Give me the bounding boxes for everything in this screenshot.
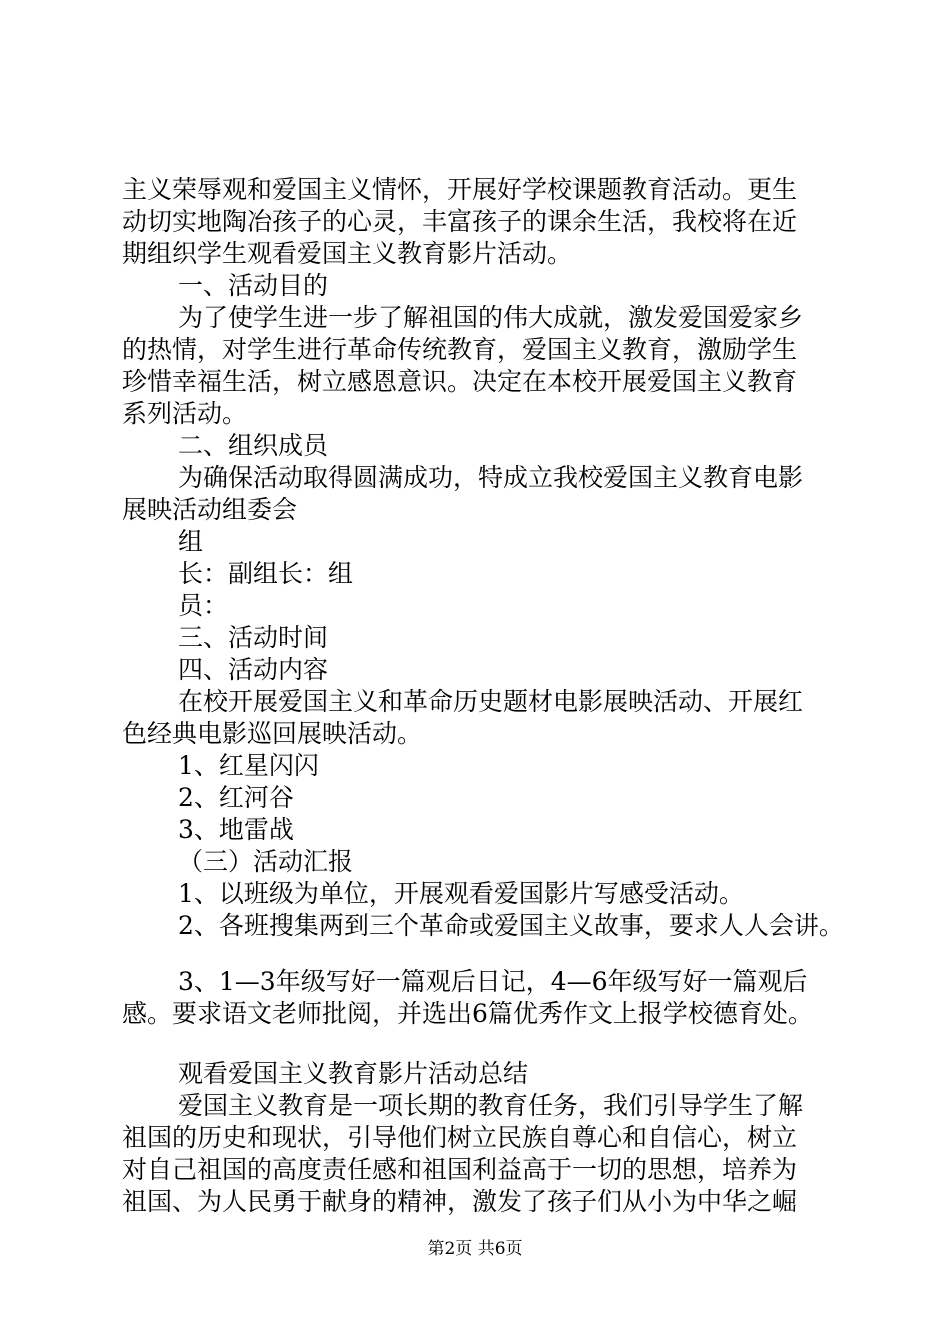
section-title: 观看爱国主义教育影片活动总结	[178, 1059, 529, 1088]
section-heading: 四、活动内容	[178, 655, 329, 684]
list-item: 1、红星闪闪	[178, 751, 319, 780]
body-text-line: 的热情，对学生进行革命传统教育，爱国主义教育，激励学生	[122, 335, 798, 364]
body-text-line: 爱国主义教育是一项长期的教育任务，我们引导学生了解	[178, 1091, 804, 1120]
list-item: 3、1—3年级写好一篇观后日记，4—6年级写好一篇观后	[178, 967, 808, 996]
body-text-line: 期组织学生观看爱国主义教育影片活动。	[122, 239, 573, 268]
body-text-line: 祖国的历史和现状，引导他们树立民族自尊心和自信心，树立	[122, 1123, 798, 1152]
list-item: 2、红河谷	[178, 783, 294, 812]
list-item: 3、地雷战	[178, 815, 294, 844]
section-heading: 三、活动时间	[178, 623, 329, 652]
body-text-line: 长：副组长：组	[178, 559, 354, 588]
body-text-line: 祖国、为人民勇于献身的精神，激发了孩子们从小为中华之崛	[122, 1187, 798, 1216]
body-text-line: 主义荣辱观和爱国主义情怀，开展好学校课题教育活动。更生	[122, 175, 798, 204]
body-text-line: 动切实地陶冶孩子的心灵，丰富孩子的课余生活，我校将在近	[122, 207, 798, 236]
list-item: 2、各班搜集两到三个革命或爱国主义故事，要求人人会讲。	[178, 911, 844, 940]
body-text-line: 在校开展爱国主义和革命历史题材电影展映活动、开展红	[178, 687, 804, 716]
section-heading: （三）活动汇报	[178, 847, 354, 876]
body-text-line: 为了使学生进一步了解祖国的伟大成就，激发爱国爱家乡	[178, 303, 804, 332]
body-text-line: 组	[178, 527, 204, 556]
body-text-line: 色经典电影巡回展映活动。	[122, 719, 423, 748]
section-heading: 二、组织成员	[178, 431, 329, 460]
section-heading: 一、活动目的	[178, 271, 329, 300]
body-text-line: 员：	[178, 591, 229, 620]
body-text-line: 展映活动组委会	[122, 495, 298, 524]
body-text-line: 为确保活动取得圆满成功，特成立我校爱国主义教育电影	[178, 463, 804, 492]
body-text-line: 对自己祖国的高度责任感和祖国利益高于一切的思想，培养为	[122, 1155, 798, 1184]
body-text-line: 系列活动。	[122, 399, 248, 428]
list-item: 1、以班级为单位，开展观看爱国影片写感受活动。	[178, 879, 744, 908]
page-number: 第2页 共6页	[427, 1239, 523, 1259]
body-text-line: 感。要求语文老师批阅，并选出6篇优秀作文上报学校德育处。	[122, 999, 813, 1028]
body-text-line: 珍惜幸福生活，树立感恩意识。决定在本校开展爱国主义教育	[122, 367, 798, 396]
